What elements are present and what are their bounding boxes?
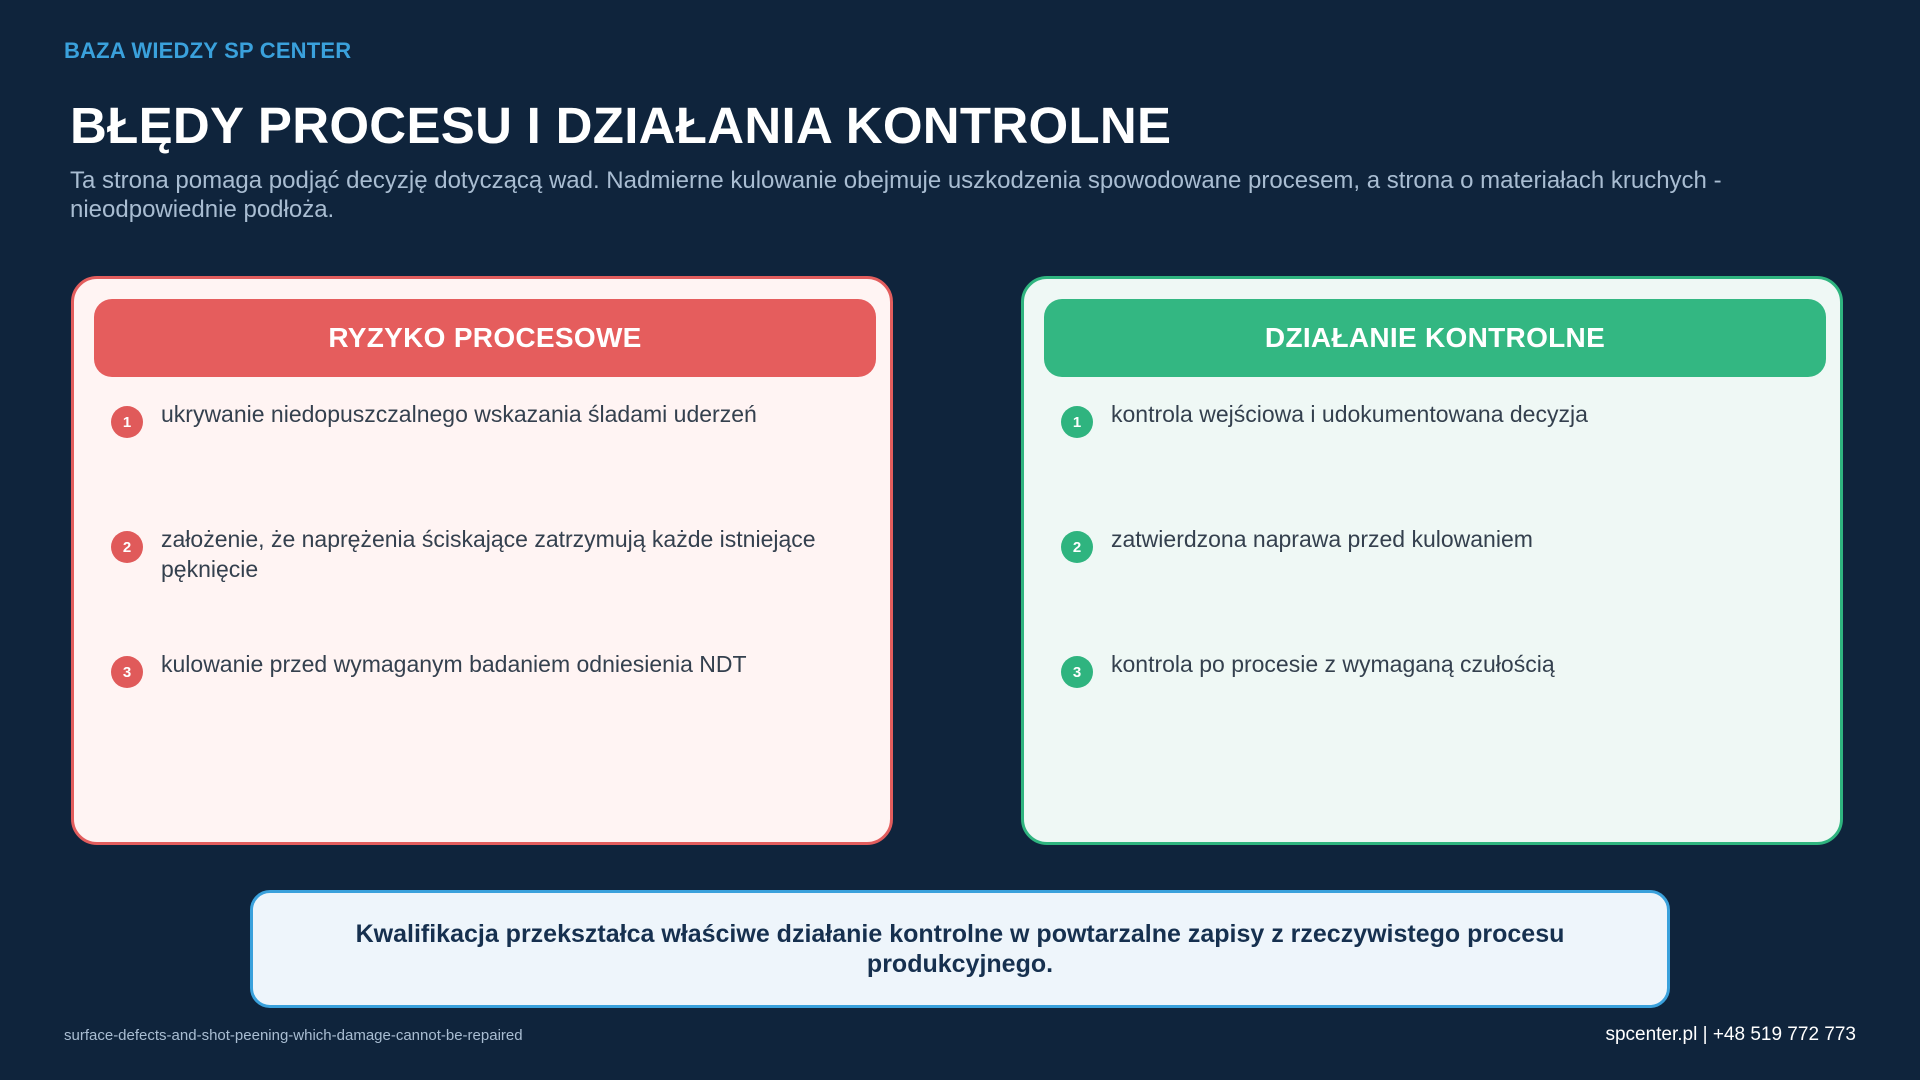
control-card [1021, 276, 1843, 845]
control-item [1061, 524, 1801, 563]
risk-item-text: ukrywanie niedopuszczalnego wskazania śladami uderzeń [161, 401, 757, 427]
control-item-text: kontrola wejściowa i udokumentowana decyzja [1111, 401, 1588, 427]
control-card-header: DZIAŁANIE KONTROLNE [1044, 299, 1826, 377]
control-item [1061, 399, 1801, 438]
page-subtitle: Ta strona pomaga podjąć decyzję dotyczącą wad. Nadmierne kulowanie obejmuje uszkodzenia spowodowane procesem, a strona o materiałach kruchych - nieodpowiednie podłoża. [70, 167, 1722, 223]
risk-item-text: kulowanie przed wymaganym badaniem odniesienia NDT [161, 651, 747, 677]
risk-item-text: założenie, że naprężenia ściskające zatrzymują każde istniejące pęknięcie [161, 526, 816, 582]
number-badge: 2 [111, 531, 143, 563]
number-badge: 3 [1061, 656, 1093, 688]
control-item [1061, 649, 1801, 688]
risk-card [71, 276, 893, 845]
footer-contact: spcenter.pl | +48 519 772 773 [1605, 1024, 1856, 1045]
risk-item [111, 649, 851, 688]
page-title: BŁĘDY PROCESU I DZIAŁANIA KONTROLNE [70, 97, 1172, 154]
qualification-note [250, 890, 1670, 1008]
risk-item [111, 399, 851, 438]
number-badge: 3 [111, 656, 143, 688]
number-badge: 2 [1061, 531, 1093, 563]
risk-card-header: RYZYKO PROCESOWE [94, 299, 876, 377]
control-item-text: zatwierdzona naprawa przed kulowaniem [1111, 526, 1533, 552]
number-badge: 1 [1061, 406, 1093, 438]
number-badge: 1 [111, 406, 143, 438]
risk-item [111, 524, 851, 584]
brand-label: BAZA WIEDZY SP CENTER [64, 38, 352, 63]
qualification-note-text: Kwalifikacja przekształca właściwe działanie kontrolne w powtarzalne zapisy z rzeczywistego procesu produkcyjnego. [355, 920, 1565, 978]
footer-slug: surface-defects-and-shot-peening-which-damage-cannot-be-repaired [64, 1027, 523, 1044]
control-item-text: kontrola po procesie z wymaganą czułością [1111, 651, 1555, 677]
